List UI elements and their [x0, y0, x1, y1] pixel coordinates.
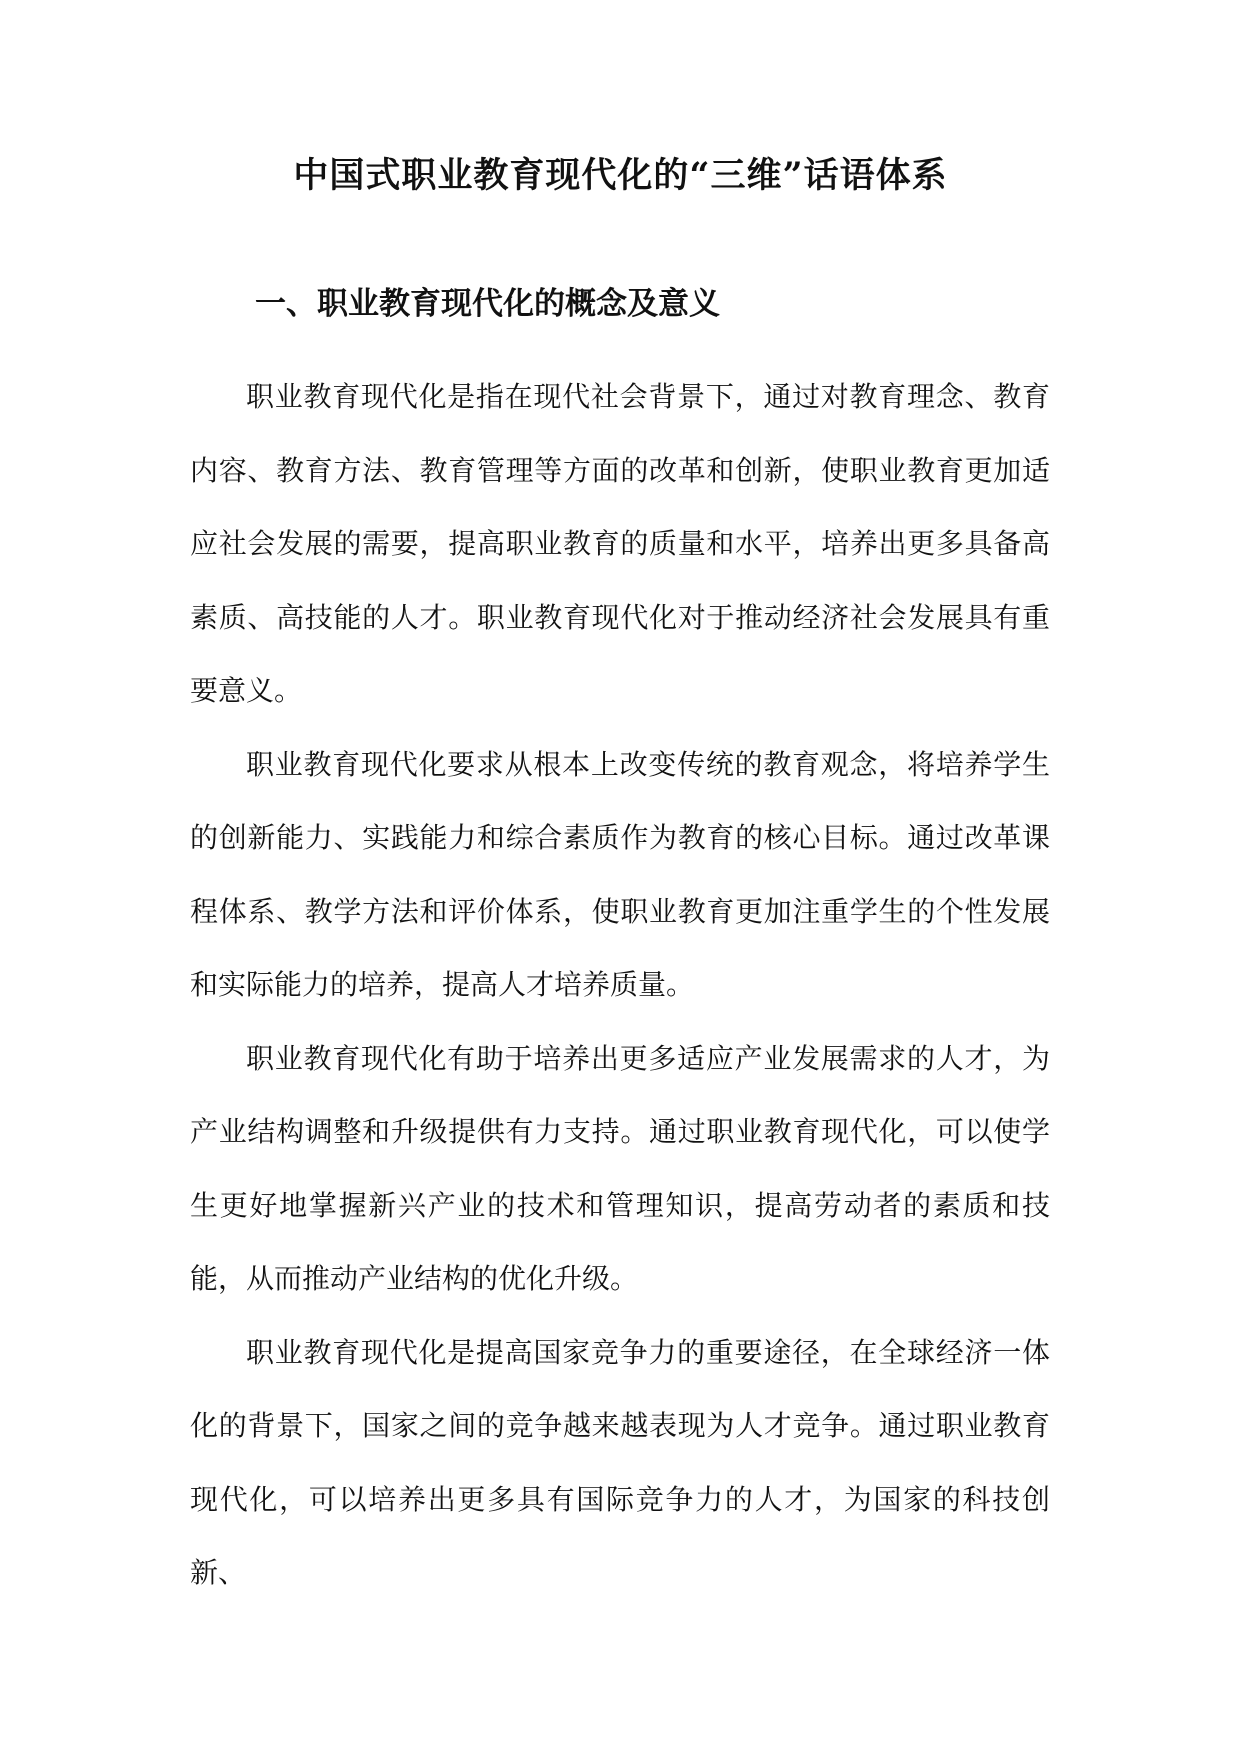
- section-heading: 一、职业教育现代化的概念及意义: [255, 286, 720, 322]
- paragraph: 职业教育现代化有助于培养出更多适应产业发展需求的人才，为产业结构调整和升级提供有力支持。通过职业教育现代化，可以使学生更好地掌握新兴产业的技术和管理知识，提高劳动者的素质和技能，从而推动产业结构的优化升级。: [190, 1041, 1050, 1295]
- paragraph: 职业教育现代化是指在现代社会背景下，通过对教育理念、教育内容、教育方法、教育管理等方面的改革和创新，使职业教育更加适应社会发展的需要，提高职业教育的质量和水平，培养出更多具备高素质、高技能的人才。职业教育现代化对于推动经济社会发展具有重要意义。: [190, 380, 1050, 707]
- document-title: 中国式职业教育现代化的“三维”话语体系: [293, 155, 948, 196]
- paragraph: 职业教育现代化要求从根本上改变传统的教育观念，将培养学生的创新能力、实践能力和综合素质作为教育的核心目标。通过改革课程体系、教学方法和评价体系，使职业教育更加注重学生的个性发展和实际能力的培养，提高人才培养质量。: [190, 747, 1050, 1001]
- paragraph: 职业教育现代化是提高国家竞争力的重要途径，在全球经济一体化的背景下，国家之间的竞争越来越表现为人才竞争。通过职业教育现代化，可以培养出更多具有国际竞争力的人才，为国家的科技创新、: [190, 1335, 1050, 1589]
- document-body: [190, 360, 1050, 1610]
